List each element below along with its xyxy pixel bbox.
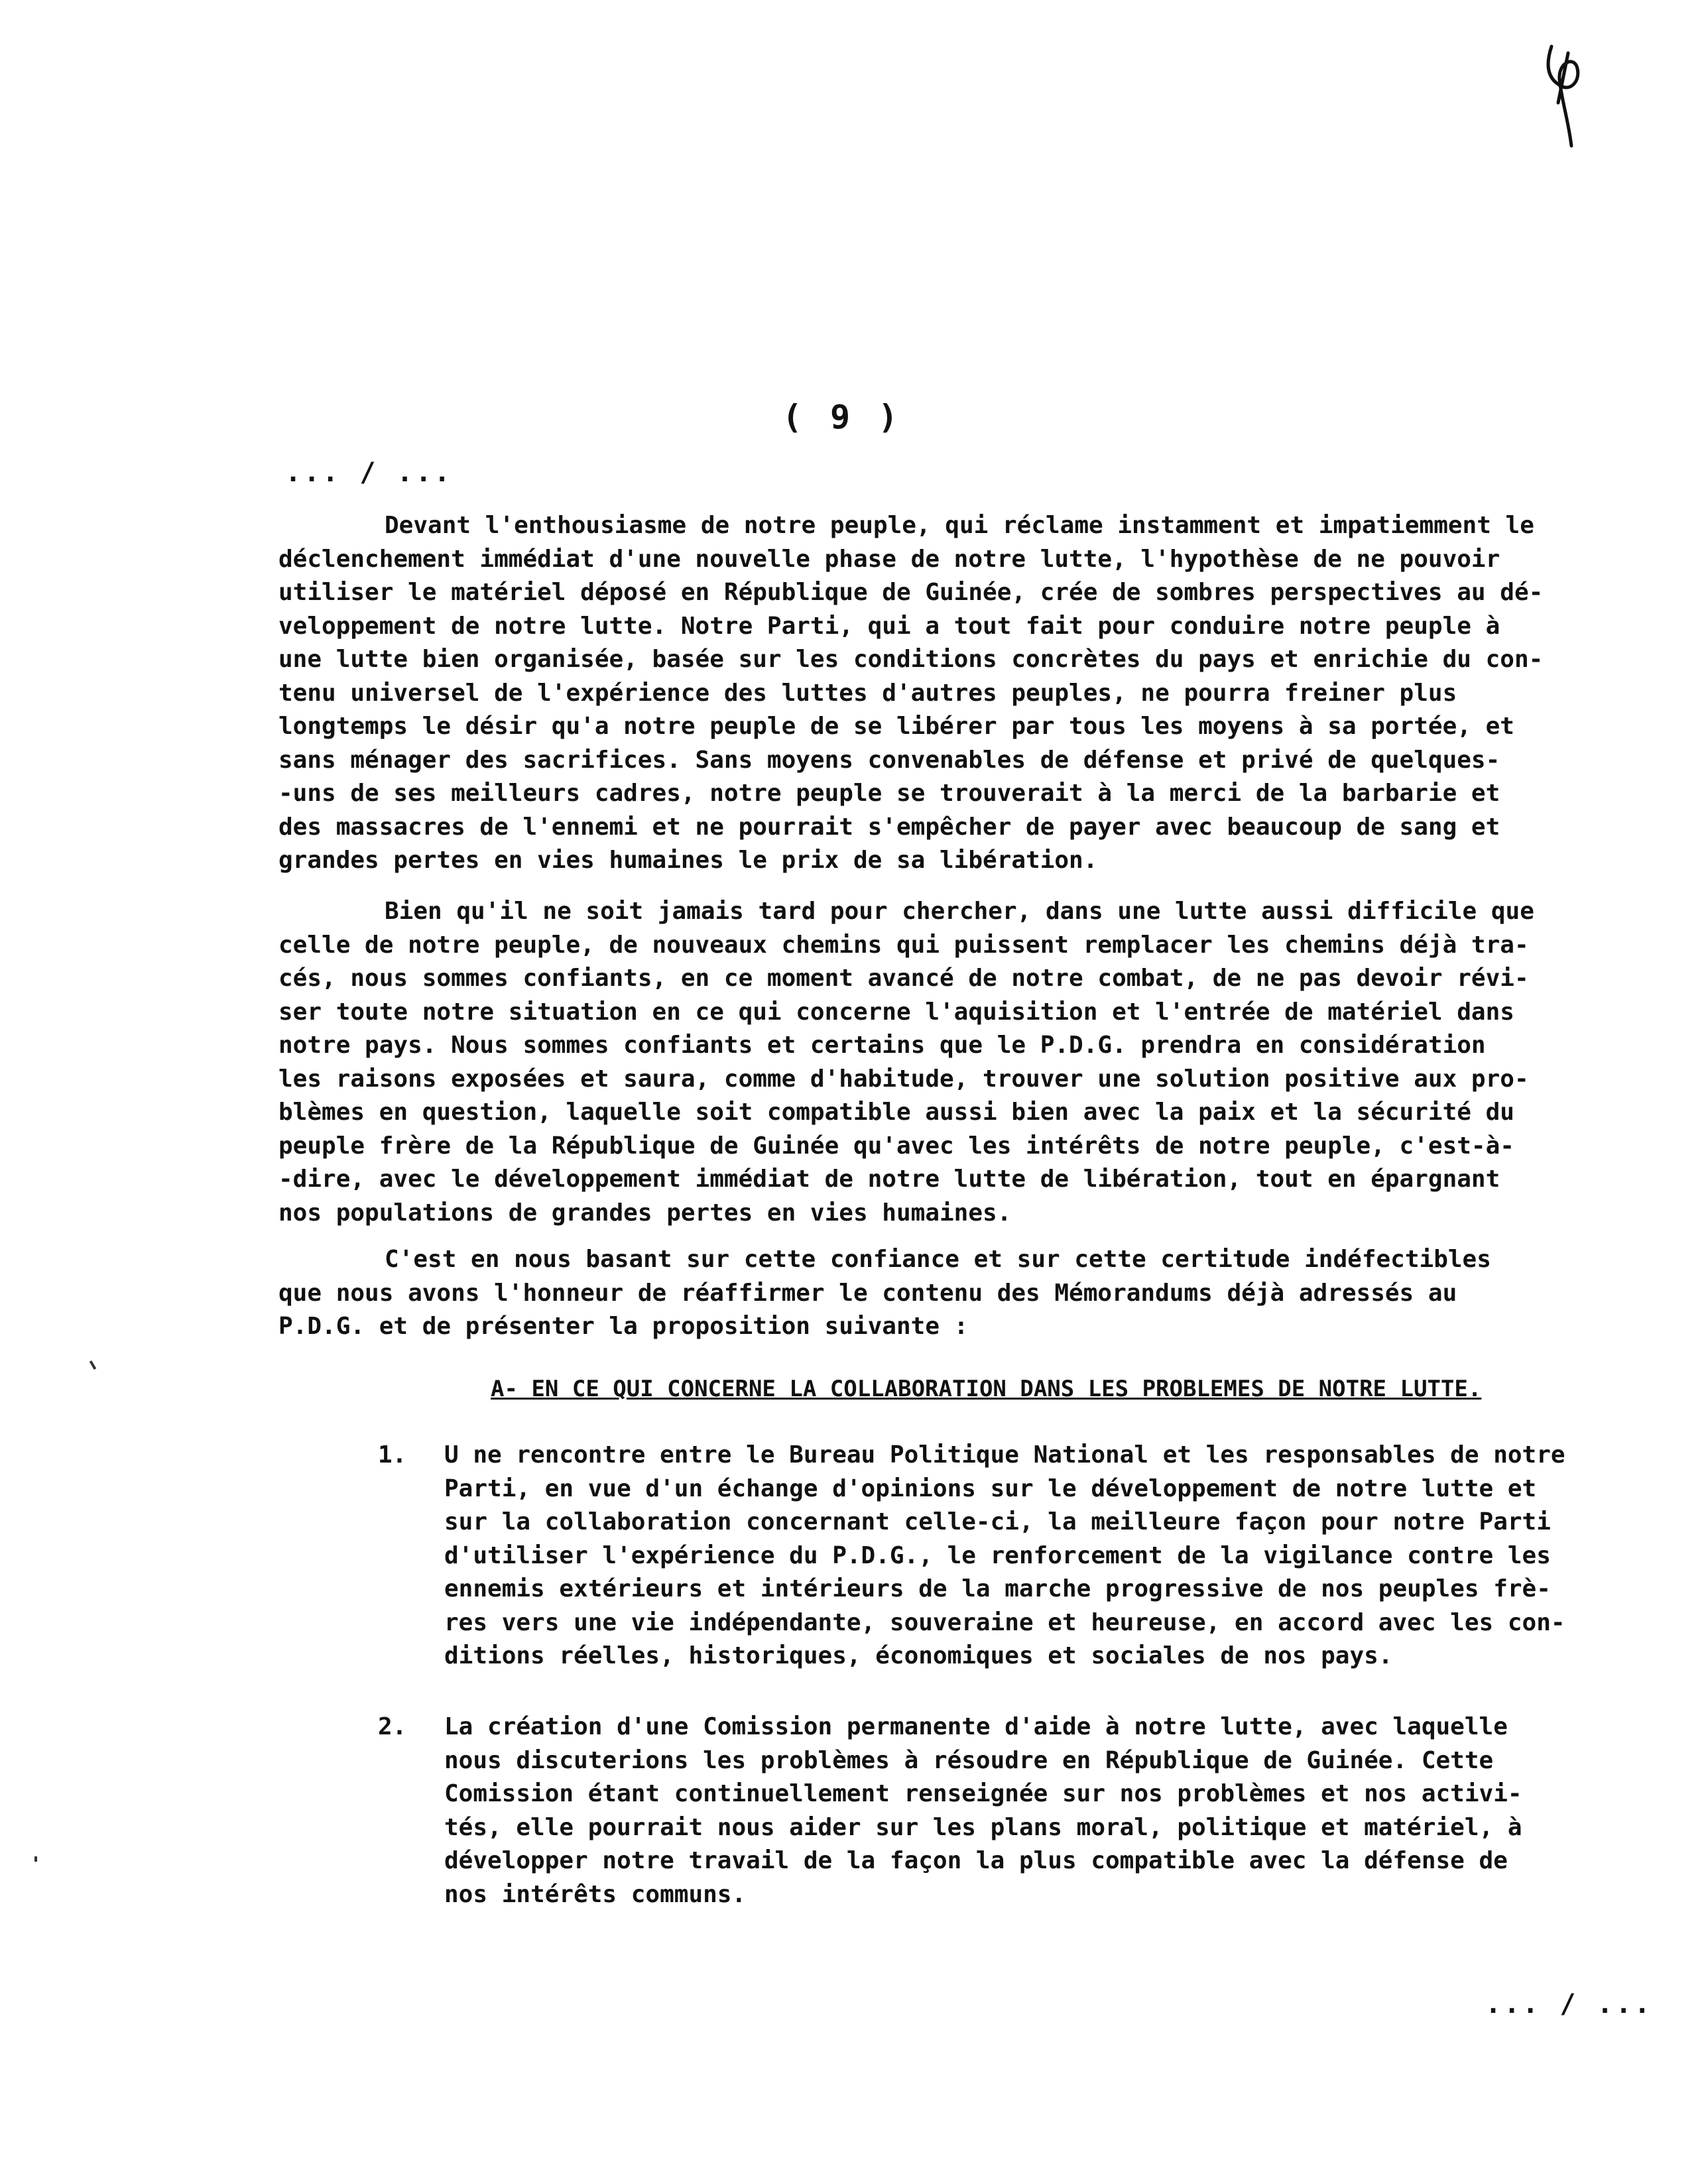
paragraph-line: grandes pertes en vies humaines le prix de sa libération. xyxy=(278,847,1098,874)
list-item-line: Parti, en vue d'un échange d'opinions sur le développement de notre lutte et xyxy=(444,1474,1537,1502)
paragraph-line: déclenchement immédiat d'une nouvelle phase de notre lutte, l'hypothèse de ne pouvoir xyxy=(278,545,1500,573)
paragraph-line: veloppement de notre lutte. Notre Parti, qui a tout fait pour conduire notre peuple à xyxy=(278,612,1500,640)
continuation-marker-top: ... / ... xyxy=(285,457,453,488)
list-item xyxy=(378,1711,1651,1916)
scan-speck xyxy=(34,1856,37,1862)
list-item-line: nos intérêts communs. xyxy=(444,1880,747,1908)
paragraph-line: une lutte bien organisée, basée sur les conditions concrètes du pays et enrichie du con- xyxy=(278,646,1544,673)
paragraph-1 xyxy=(278,509,1631,878)
paragraph-line: Devant l'enthousiasme de notre peuple, qui réclame instamment et impatiemment le xyxy=(385,512,1534,539)
paragraph-line: -dire, avec le développement immédiat de notre lutte de libération, tout en épargnant xyxy=(278,1166,1500,1193)
paragraph-line: P.D.G. et de présenter la proposition suivante : xyxy=(278,1313,969,1340)
list-item-line: La création d'une Comission permanente d'aide à notre lutte, avec laquelle xyxy=(444,1713,1508,1740)
list-item-line: res vers une vie indépendante, souveraine et heureuse, en accord avec les con- xyxy=(444,1608,1565,1636)
paragraph-line: celle de notre peuple, de nouveaux chemins qui puissent remplacer les chemins déjà tra- xyxy=(278,931,1529,959)
scan-speck xyxy=(90,1360,96,1370)
paragraph-line: des massacres de l'ennemi et ne pourrait s'empêcher de payer avec beaucoup de sang et xyxy=(278,813,1500,841)
section-prefix: A- xyxy=(491,1376,518,1402)
list-item-line: ditions réelles, historiques, économiques et sociales de nos pays. xyxy=(444,1642,1393,1669)
paragraph-line: Bien qu'il ne soit jamais tard pour chercher, dans une lutte aussi difficile que xyxy=(385,898,1534,925)
paragraph-line: utiliser le matériel déposé en République de Guinée, crée de sombres perspectives au dé- xyxy=(278,579,1544,606)
list-item-line: Comission étant continuellement renseignée sur nos problèmes et nos activi- xyxy=(444,1780,1522,1807)
list-item-line: tés, elle pourrait nous aider sur les plans moral, politique et matériel, à xyxy=(444,1813,1522,1841)
list-item-number: 2. xyxy=(378,1713,407,1740)
paragraph-2 xyxy=(278,895,1631,1230)
list-item xyxy=(378,1439,1651,1677)
paragraph-line: sans ménager des sacrifices. Sans moyens convenables de défense et privé de quelques- xyxy=(278,746,1500,774)
list-item-line: d'utiliser l'expérience du P.D.G., le renforcement de la vigilance contre les xyxy=(444,1541,1551,1569)
section-title: EN CE QUI CONCERNE LA COLLABORATION DANS LES PROBLEMES DE NOTRE LUTTE. xyxy=(531,1376,1482,1402)
paragraph-line: les raisons exposées et saura, comme d'habitude, trouver une solution positive aux pro- xyxy=(278,1065,1529,1093)
paragraph-line: que nous avons l'honneur de réaffirmer le contenu des Mémorandums déjà adressés au xyxy=(278,1279,1457,1307)
list-item-text xyxy=(444,1439,1651,1673)
list-item-line: nous discuterions les problèmes à résoudre en République de Guinée. Cette xyxy=(444,1746,1494,1774)
page-number: ( 9 ) xyxy=(782,398,902,436)
paragraph-line: peuple frère de la République de Guinée qu'avec les intérêts de notre peuple, c'est-à- xyxy=(278,1132,1514,1160)
paragraph-line: cés, nous sommes confiants, en ce moment avancé de notre combat, de ne pas devoir révi- xyxy=(278,965,1529,992)
list-item-text xyxy=(444,1711,1651,1911)
paragraph-line: blèmes en question, laquelle soit compatible aussi bien avec la paix et la sécurité du xyxy=(278,1099,1514,1126)
paragraph-3 xyxy=(278,1243,1631,1344)
paragraph-line: ser toute notre situation en ce qui concerne l'aquisition et l'entrée de matériel dans xyxy=(278,998,1514,1026)
paragraph-line: C'est en nous basant sur cette confiance et sur cette certitude indéfectibles xyxy=(385,1246,1491,1273)
paragraph-line: longtemps le désir qu'a notre peuple de se libérer par tous les moyens à sa portée, et xyxy=(278,713,1514,740)
list-item-line: U ne rencontre entre le Bureau Politique National et les responsables de notre xyxy=(444,1441,1565,1469)
paragraph-line: nos populations de grandes pertes en vies humaines. xyxy=(278,1199,1012,1227)
section-heading xyxy=(491,1376,1631,1402)
list-item-number: 1. xyxy=(378,1441,407,1469)
list-item-line: ennemis extérieurs et intérieurs de la marche progressive de nos peuples frè- xyxy=(444,1575,1551,1602)
paragraph-line: -uns de ses meilleurs cadres, notre peuple se trouverait à la merci de la barbarie et xyxy=(278,780,1500,807)
list-item-line: développer notre travail de la façon la plus compatible avec la défense de xyxy=(444,1847,1508,1874)
list-item-line: sur la collaboration concernant celle-ci, la meilleure façon pour notre Parti xyxy=(444,1508,1551,1535)
handwritten-mark xyxy=(1532,40,1598,152)
continuation-marker-bottom: ... / ... xyxy=(1485,1989,1653,2019)
paragraph-line: notre pays. Nous sommes confiants et certains que le P.D.G. prendra en considération xyxy=(278,1032,1486,1059)
paragraph-line: tenu universel de l'expérience des luttes d'autres peuples, ne pourra freiner plus xyxy=(278,679,1457,707)
